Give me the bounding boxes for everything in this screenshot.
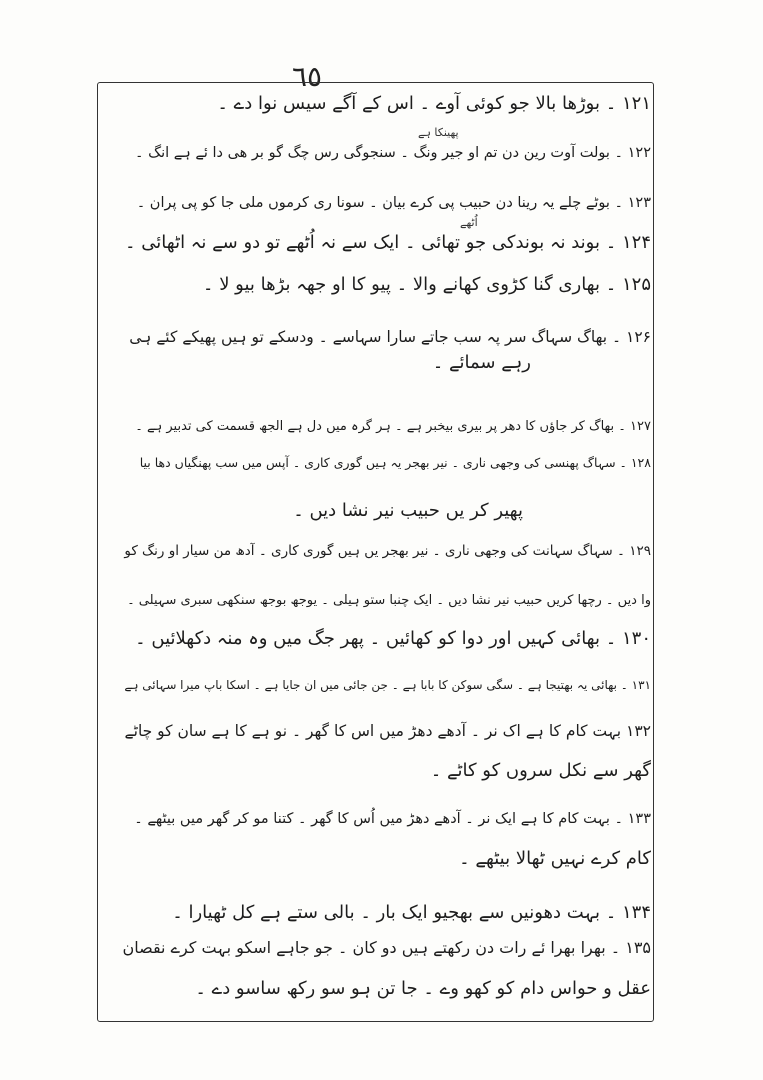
text-line: ۱۲۳ ۔ بوٹے چلے یہ رینا دن حبیب پی کرے بیان ۔ سونا ری کرموں ملی جا کو پی پران ۔ <box>136 195 651 211</box>
text-line: ۱۳۴ ۔ بہت دھونیں سے بھجیو ایک بار ۔ بالی ستے ہے کل ٹھیارا ۔ <box>172 902 651 923</box>
text-line: ۱۲۲ ۔ بولت آوت رین دن تم او جیر ونگ ۔ سنجوگی رس چگ گو بر ھی دا ئے ہے انگ ۔ <box>135 145 651 161</box>
text-line: ۱۳۳ ۔ بہت کام کا ہے ایک نر ۔ آدھے دھڑ میں اُس کا گھر ۔ کتنا مو کر گھر میں بیٹھے ۔ <box>134 811 651 827</box>
text-line: ۱۲۹ ۔ سہاگ سہانت کی وجھی ناری ۔ نیر بھجر یں ہیں گوری کاری ۔ آدھ من سیار او رنگ کو <box>124 543 651 559</box>
text-line: ۱۲۸ ۔ سہاگ پھنسی کی وجھی ناری ۔ نیر بھجر یہ ہیں گوری کاری ۔ آپس میں سب پھنگیاں دھا بیا <box>139 455 651 470</box>
text-line: کام کرے نہیں ٹھالا بیٹھے ۔ <box>459 848 651 869</box>
text-line: ۱۲۴ ۔ بوند نہ بوندکی جو تھائی ۔ ایک سے نہ اُٹھے تو دو سے نہ اٹھائی ۔ <box>125 232 651 253</box>
text-line: گھر سے نکل سروں کو کاٹے ۔ <box>430 760 651 781</box>
text-line: عقل و حواس دام کو کھو وے ۔ جا تن ہو سو رکھ ساسو دے ۔ <box>195 978 651 999</box>
text-line: ۱۲۱ ۔ بوڑھا بالا جو کوئی آوے ۔ اس کے آگے سیس نوا دے ۔ <box>217 93 651 114</box>
text-line: ۱۲۵ ۔ بھاری گنا کڑوی کھانے والا ۔ پیو کا او جھہ بڑھا بیو لا ۔ <box>202 274 651 295</box>
interlinear-gloss: اُٹھے <box>460 216 478 229</box>
text-line: پھیر کر یں حبیب نیر نشا دیں ۔ <box>293 500 523 521</box>
text-line: رہے سمائے ۔ <box>432 352 531 373</box>
text-line: ۱۳۵ ۔ بھرا بھرا ئے رات دن رکھتے ہیں دو کان ۔ جو جاہے اسکو بہت کرے نقصان <box>122 938 651 957</box>
text-line: ۱۳۱ ۔ بھائی یہ بھتیجا ہے ۔ سگی سوکن کا بابا ہے ۔ جن جائی میں ان جایا ہے ۔ اسکا باپ میرا سہائی ہے <box>124 678 651 692</box>
text-line: ۱۲۶ ۔ بھاگ سہاگ سر پہ سب جاتے سارا سہاسے ۔ ودسکے تو ہیں پھیکے کئے ہی <box>129 328 651 346</box>
text-line: ۱۳۲ بہت کام کا ہے اک نر ۔ آدھے دھڑ میں اس کا گھر ۔ نو ہے کا ہے سان کو چاٹے <box>124 722 651 740</box>
text-line: ۱۲۷ ۔ بھاگ کر جاؤں کا دھر پر بیری بیخبر ہے ۔ ہر گرہ میں دل ہے الجھ قسمت کی تدبیر ہے ۔ <box>135 419 651 434</box>
text-line: وا دیں ۔ رچھا کریں حبیب نیر نشا دیں ۔ ایک چنبا ستو ہیلی ۔ یوجھ بوجھ سنکھی سبری سہیلی ۔ <box>127 593 651 608</box>
text-line: ۱۳۰ ۔ بھائی کہیں اور دوا کو کھائیں ۔ پھر جگ میں وہ منہ دکھلائیں ۔ <box>135 628 651 649</box>
page-number: ٦٥ <box>292 60 323 93</box>
interlinear-gloss: پھینکا ہے <box>418 126 459 139</box>
